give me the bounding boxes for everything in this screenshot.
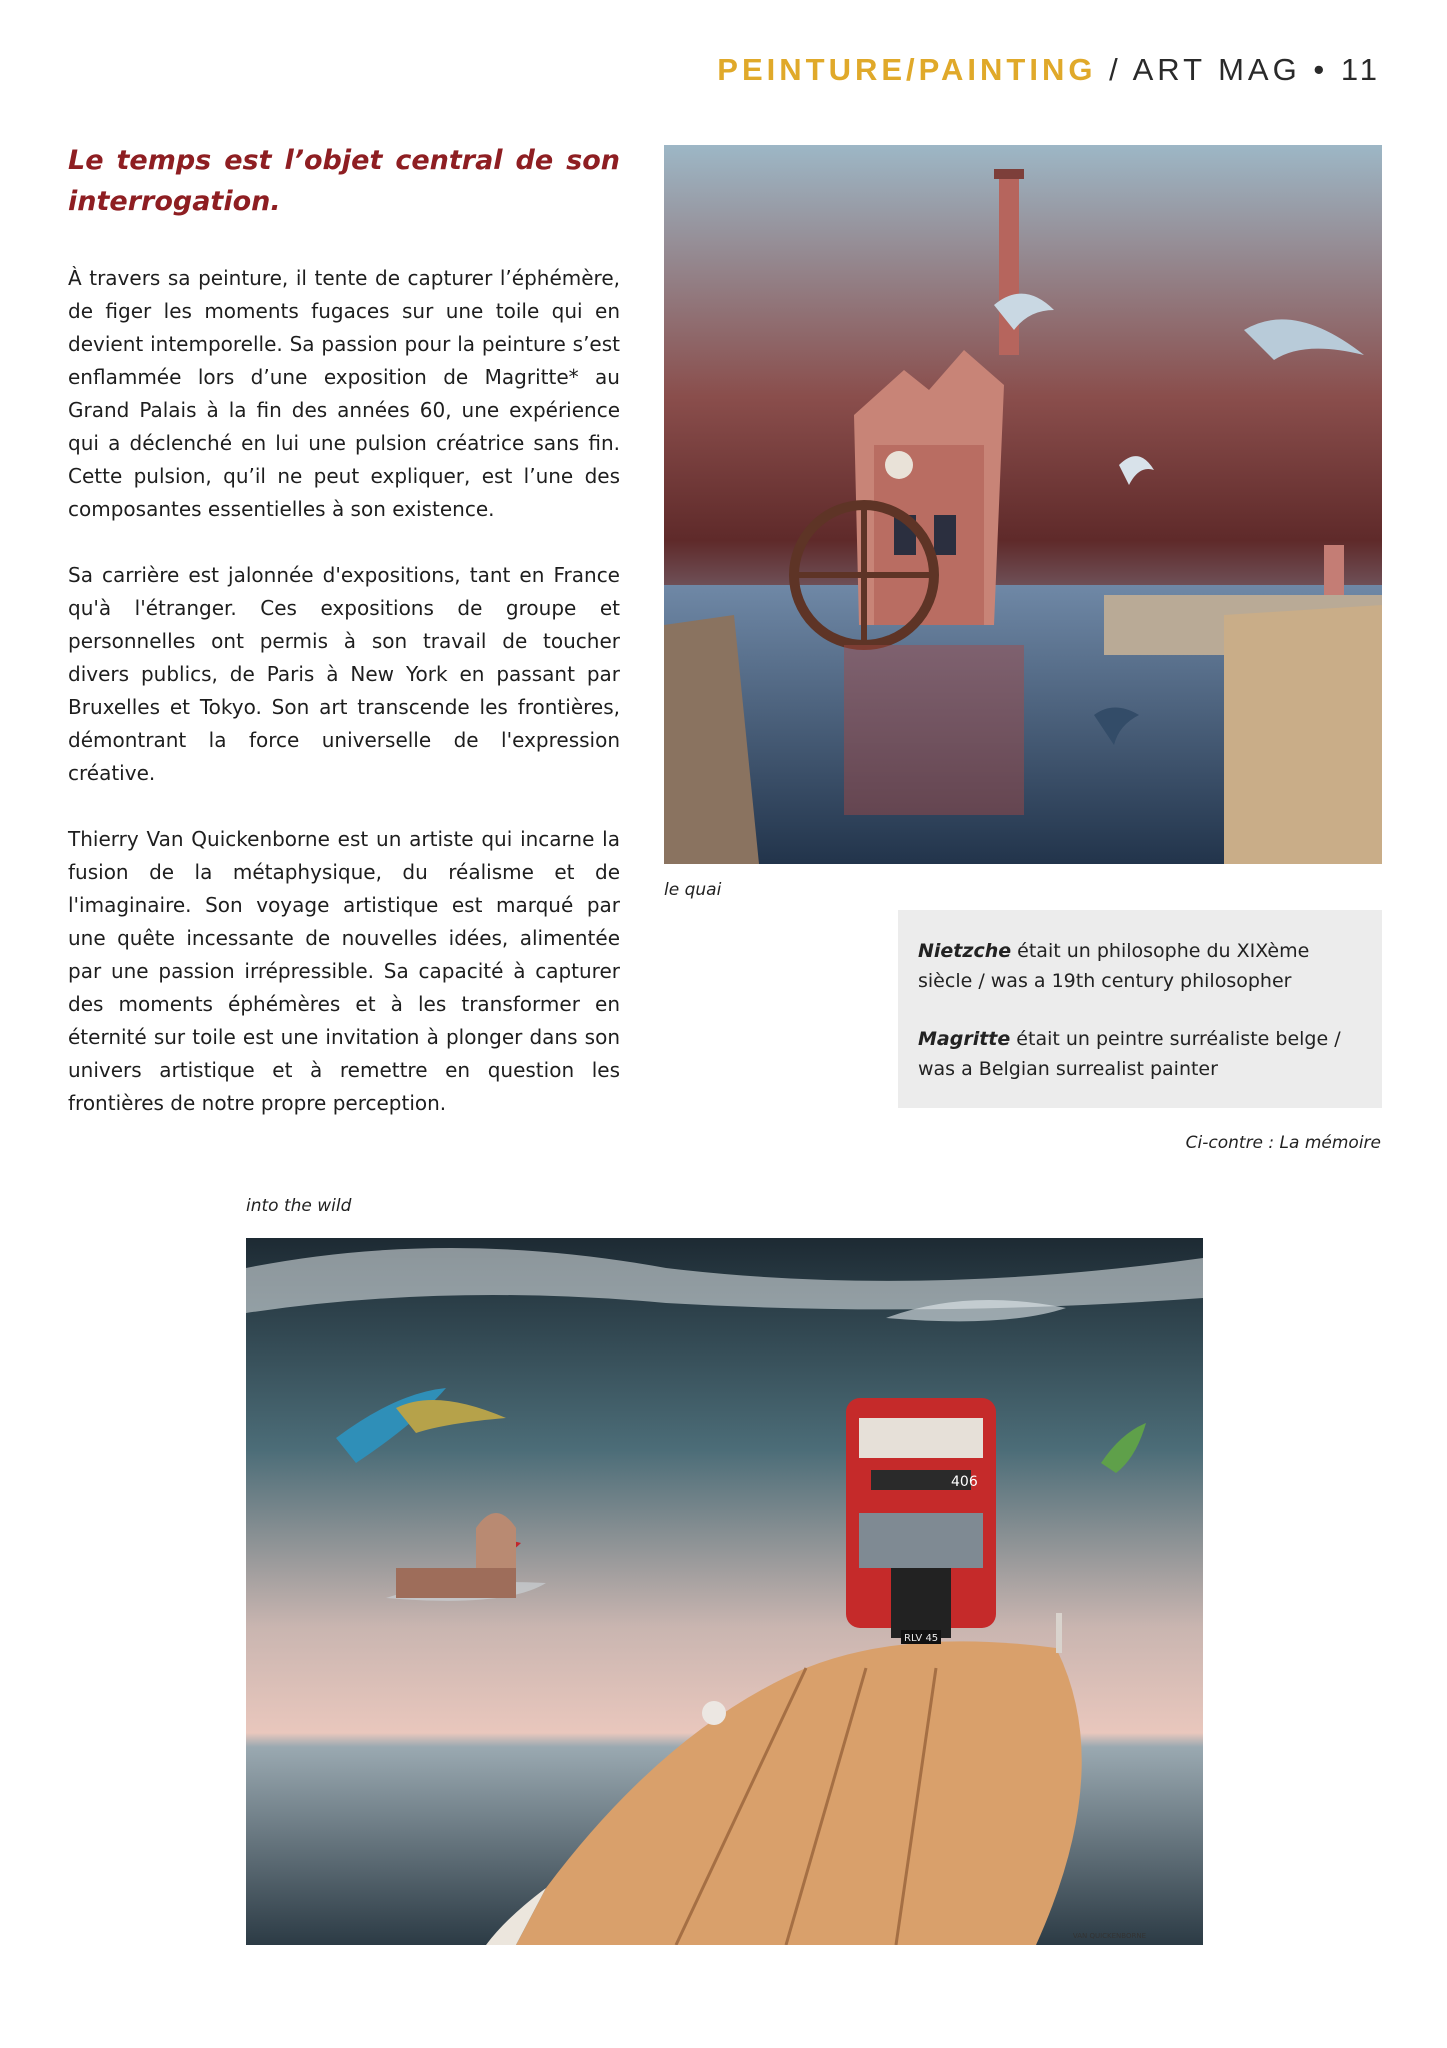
- painting-le-quai: [664, 145, 1382, 864]
- page-header: [717, 52, 1381, 88]
- bus-license-plate: RLV 45: [904, 1633, 939, 1644]
- header-separator: /: [1096, 52, 1133, 87]
- caption-la-memoire: Ci-contre : La mémoire: [1185, 1133, 1381, 1153]
- pull-quote: Le temps est l’objet central de son interrogation.: [68, 145, 620, 217]
- note-text: était un peintre surréaliste belge / was a Belgian surrealist painter: [918, 1028, 1341, 1080]
- magazine-title: ART MAG: [1132, 52, 1301, 87]
- article-body: [68, 262, 620, 1153]
- glossary-box: [898, 910, 1382, 1108]
- paragraph: À travers sa peinture, il tente de capturer l’éphémère, de figer les moments fugaces sur une toile qui en devient intemporelle. Sa passion pour la peinture s’est enflammée lors d’une exposition de Magritte* au Grand Palais à la fin des années 60, une expérience qui a déclenché en lui une pulsion créatrice sans fin. Cette pulsion, qu’il ne peut expliquer, est l’une des composantes essentielles à son existence.: [68, 266, 620, 521]
- note-text: était un philosophe du XIXème siècle / was a 19th century philosopher: [918, 940, 1310, 992]
- note-magritte: [918, 1024, 1362, 1084]
- page-number: 11: [1340, 52, 1381, 87]
- section-label: PEINTURE/PAINTING: [717, 52, 1097, 87]
- caption-into-the-wild: into the wild: [246, 1196, 352, 1216]
- paragraph: Sa carrière est jalonnée d'expositions, tant en France qu'à l'étranger. Ces expositions de groupe et personnelles ont permis à son travail de toucher divers publics, de Paris à New York en passant par Bruxelles et Tokyo. Son art transcende les frontières, démontrant la force universelle de l'expression créative.: [68, 563, 620, 785]
- painting-into-the-wild: [246, 1238, 1203, 1945]
- painting-signature: VAN QUICKENBORNE: [1072, 1932, 1146, 1940]
- note-term: Magritte: [918, 1028, 1011, 1050]
- header-bullet: •: [1300, 52, 1341, 87]
- caption-le-quai: le quai: [664, 880, 722, 900]
- paragraph: Thierry Van Quickenborne est un artiste qui incarne la fusion de la métaphysique, du réalisme et de l'imaginaire. Son voyage artistique est marqué par une quête incessante de nouvelles idées, alimentée par une passion irrépressible. Sa capacité à capturer des moments éphémères et à les transformer en éternité sur toile est une invitation à plonger dans son univers artistique et à remettre en question les frontières de notre propre perception.: [68, 827, 620, 1115]
- note-nietzche: [918, 936, 1362, 996]
- note-term: Nietzche: [918, 940, 1012, 962]
- bus-route-number: 406: [951, 1474, 978, 1490]
